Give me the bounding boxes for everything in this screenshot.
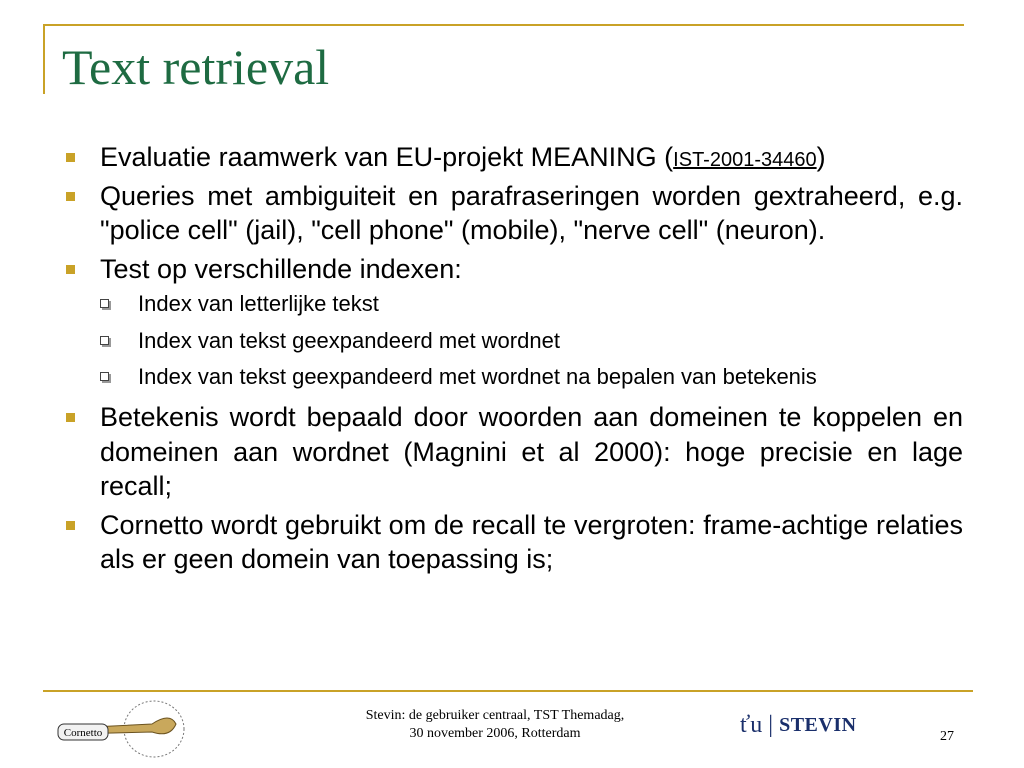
stevin-logo-name: STEVIN xyxy=(779,714,857,736)
bullet-text: Evaluatie raamwerk van EU-projekt MEANING ( xyxy=(100,142,674,172)
sub-bullet-text: Index van letterlijke tekst xyxy=(138,291,379,317)
sub-bullet-text: Index van tekst geexpandeerd met wordnet xyxy=(138,327,560,353)
square-bullet-icon xyxy=(66,413,75,422)
hollow-square-bullet-icon xyxy=(100,299,109,308)
slide-title: Text retrieval xyxy=(62,39,330,95)
sub-bullet-item xyxy=(60,327,963,356)
stevin-logo-mark: ťu xyxy=(740,712,763,738)
cornetto-logo-label: Cornetto xyxy=(63,727,103,739)
stevin-logo-separator: | xyxy=(768,712,774,738)
square-bullet-icon xyxy=(66,265,75,274)
hollow-square-bullet-icon xyxy=(100,372,109,381)
sub-bullet-text: Index van tekst geexpandeerd met wordnet na bepalen van betekenis xyxy=(138,364,817,390)
footer-divider xyxy=(43,690,973,692)
slide-content xyxy=(60,140,963,581)
square-bullet-icon xyxy=(66,521,75,530)
footer-line-1: Stevin: de gebruiker centraal, TST Themadag, xyxy=(365,708,625,723)
top-frame-line xyxy=(43,24,964,26)
bullet-text: Betekenis wordt bepaald door woorden aan domeinen te koppelen en domeinen aan wordnet (Magnini et al 2000): hoge precisie en lage recall; xyxy=(100,401,963,502)
bullet-text: Test op verschillende indexen: xyxy=(100,253,462,284)
square-bullet-icon xyxy=(66,153,75,162)
left-frame-line xyxy=(43,24,45,94)
page-number: 27 xyxy=(940,729,954,744)
bullet-item xyxy=(60,140,963,175)
cornetto-logo xyxy=(52,694,192,764)
hollow-square-bullet-icon xyxy=(100,336,109,345)
bullet-item xyxy=(60,179,963,248)
footer-line-2: 30 november 2006, Rotterdam xyxy=(409,725,581,741)
bullet-suffix: ) xyxy=(816,142,826,172)
bullet-text: Cornetto wordt gebruikt om de recall te vergroten: frame-achtige relaties als er geen domein van toepassing is; xyxy=(100,509,963,575)
sub-bullet-item xyxy=(60,290,963,319)
bullet-item xyxy=(60,508,963,577)
bullet-item xyxy=(60,252,963,287)
footer-caption xyxy=(330,707,660,742)
bullet-item xyxy=(60,400,963,504)
bullet-text: Queries met ambiguiteit en parafraseringen worden gextraheerd, e.g. "police cell" (jail), "cell phone" (mobile), "nerve cell" (neuron). xyxy=(100,180,963,246)
project-reference-link[interactable]: IST-2001-34460 xyxy=(673,149,817,171)
stevin-logo xyxy=(740,712,857,739)
sub-bullet-item xyxy=(60,363,963,392)
square-bullet-icon xyxy=(66,192,75,201)
